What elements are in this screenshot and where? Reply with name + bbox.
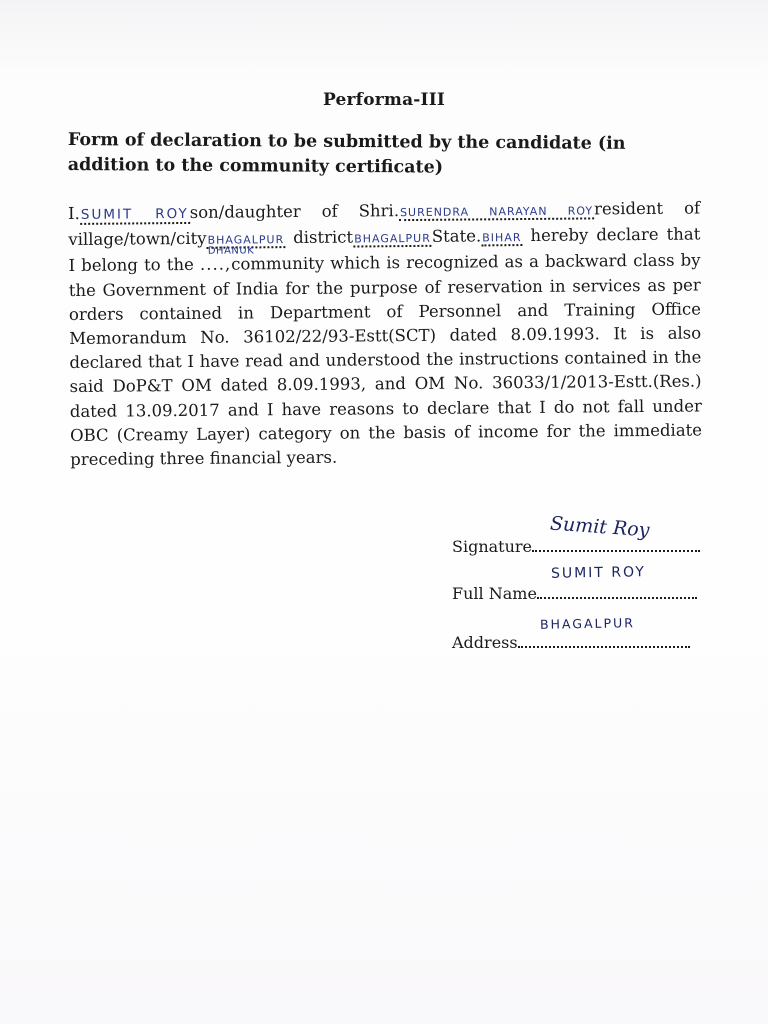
candidate-name-fill: SUMIT ROY bbox=[80, 206, 190, 225]
signature-handwriting: Sumit Roy bbox=[549, 512, 651, 542]
signature-row bbox=[452, 512, 700, 556]
community-fill: DHANUK bbox=[207, 245, 255, 258]
para-text-6: hereby declare that I belong to the bbox=[68, 224, 701, 276]
address-value: BHAGALPUR bbox=[539, 615, 635, 632]
community-fill-wrap bbox=[199, 245, 255, 277]
full-name-value: SUMIT ROY bbox=[550, 564, 646, 582]
signature-label: Signature bbox=[452, 537, 533, 556]
father-name-fill: SURENDRA NARAYAN ROY bbox=[399, 204, 594, 221]
para-text-5: State. bbox=[431, 226, 482, 247]
address-line bbox=[518, 615, 690, 648]
state-fill: BIHAR bbox=[481, 231, 522, 246]
declaration-paragraph bbox=[68, 196, 702, 472]
para-text-7: community which is recognized as a backward class by the Government of India for the purpose of reservation in services as per orders contained in Department of Personnel and Training Office Memorandum No. 36102/22/93-Estt(SCT) dated 8.09.1993. It is also declared that I have read and understood the instructions contained in the said DoP&T OM dated 8.09.1993, and OM No. 36033/1/2013-Estt.(Res.) dated 13.09.2017 and I have reasons to declare that I do not fall under OBC (Creamy Layer) category on the basis of income for the immediate preceding three financial years. bbox=[68, 250, 703, 470]
address-label: Address bbox=[452, 633, 518, 652]
community-dots: ...., bbox=[199, 254, 232, 275]
form-title: Form of declaration to be submitted by the candidate (in addition to the community certificate) bbox=[67, 129, 626, 178]
full-name-row bbox=[452, 564, 697, 603]
para-text-3: resident of village/town/city bbox=[68, 198, 701, 250]
city-fill: BHAGALPUR bbox=[207, 233, 286, 249]
signature-line bbox=[532, 512, 700, 552]
para-text-4: district bbox=[293, 227, 354, 248]
para-text-2: son/daughter of Shri. bbox=[189, 201, 400, 222]
full-name-line bbox=[537, 564, 697, 599]
para-text-1: I. bbox=[68, 203, 80, 223]
full-name-label: Full Name bbox=[452, 584, 537, 603]
district-fill: BHAGALPUR bbox=[353, 232, 432, 248]
address-row bbox=[452, 615, 690, 652]
form-heading: Performa-III bbox=[322, 90, 446, 110]
